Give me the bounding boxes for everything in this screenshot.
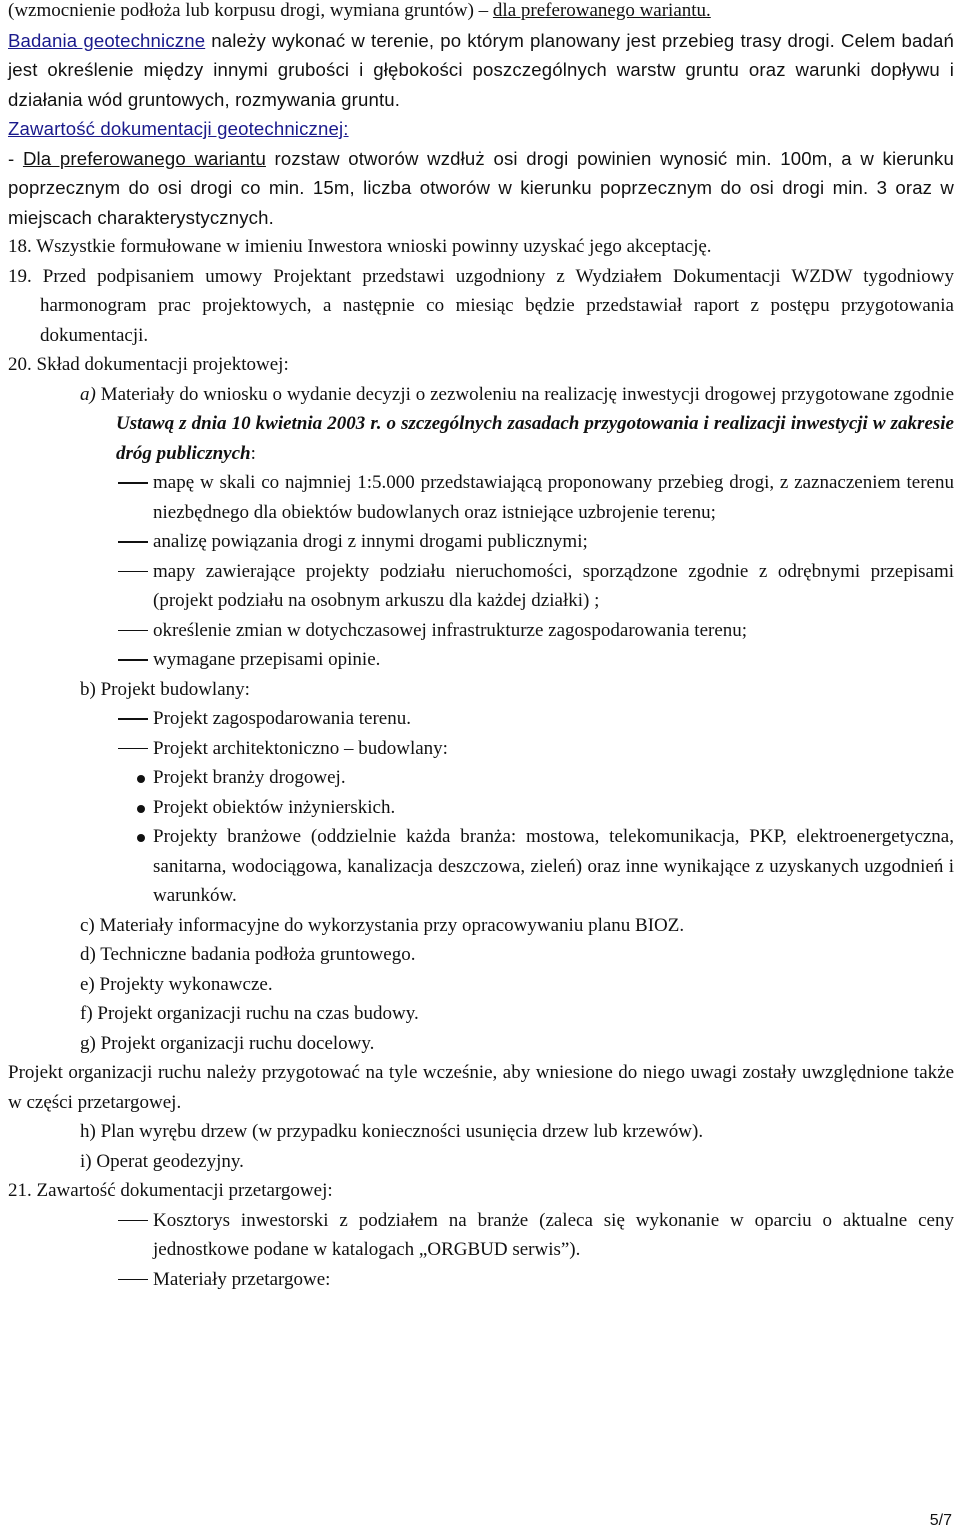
subitem-h <box>8 1117 954 1147</box>
dash-item-map <box>8 468 954 527</box>
item-text: Zawartość dokumentacji przetargowej: <box>36 1180 333 1201</box>
bullet-item-text: Projekt branży drogowej. <box>153 767 346 788</box>
bullet-icon <box>137 775 145 783</box>
bullet-item-text: Projekt obiektów inżynierskich. <box>153 796 396 818</box>
dash-marker <box>118 571 148 573</box>
dash-item-text: analizę powiązania drogi z innymi drogami publicznymi; <box>153 531 588 552</box>
subitem-text: Materiały do wniosku o wydanie decyzji o zezwoleniu na realizację inwestycji drogowej przygotowane zgodnie <box>100 383 955 405</box>
subitem-b <box>8 675 954 705</box>
intro-continuation <box>8 0 954 26</box>
dash-marker <box>118 1220 148 1222</box>
dash-marker <box>118 659 148 661</box>
subitem-text: Projekt organizacji ruchu na czas budowy. <box>97 1003 419 1024</box>
dash-item-text: mapę w skali co najmniej 1:5.000 przedstawiającą proponowany przebieg drogi, z zaznaczeniem terenu niezbędnego dla obiektów budowlanych oraz istniejące uzbrojenie terenu; <box>153 472 954 523</box>
dash-item-maps-division <box>8 557 954 616</box>
subitem-text: Operat geodezyjny. <box>96 1150 244 1172</box>
subitem-label: d) <box>80 944 96 965</box>
dash-prefix: - <box>8 147 23 169</box>
dash-marker <box>118 541 148 543</box>
dash-item-infrastructure <box>8 616 954 646</box>
dash-marker <box>118 748 148 750</box>
dash-item-opinions <box>8 645 954 675</box>
dash-item-text: Materiały przetargowe: <box>153 1268 331 1290</box>
subitem-label: i) <box>80 1150 92 1172</box>
bullet-item-trades <box>8 822 954 911</box>
colon: : <box>250 442 256 464</box>
page-number: 5/7 <box>929 1511 952 1529</box>
subitem-text: Plan wyrębu drzew (w przypadku konieczności usunięcia drzew lub krzewów). <box>100 1121 704 1142</box>
dash-item-architectural <box>8 734 954 764</box>
geotechnical-heading: Badania geotechniczne <box>8 29 206 51</box>
bullet-item-road <box>8 763 954 793</box>
subitem-label: c) <box>80 914 95 936</box>
item-20 <box>8 350 954 380</box>
preferred-variant-paragraph <box>8 144 954 233</box>
law-title: Ustawą z dnia 10 kwietnia 2003 r. o szczególnych zasadach przygotowania i realizacji inwestycji w zakresie dróg publicznych <box>116 413 954 464</box>
bullet-item-text: Projekty branżowe (oddzielnie każda branża: mostowa, telekomunikacja, PKP, elektroenergetyczna, sanitarna, wodociągowa, kanalizacja deszczowa, zieleń) oraz inne wynikające z uzyskanych uzgodnień i warunków. <box>153 826 954 906</box>
dash-item-text: wymagane przepisami opinie. <box>153 649 381 670</box>
subitem-d <box>8 940 954 970</box>
item-number: 18. <box>8 236 32 257</box>
subitem-label: a) <box>80 383 96 405</box>
bullet-item-engineering <box>8 793 954 823</box>
subitem-text: Materiały informacyjne do wykorzystania przy opracowywaniu planu BIOZ. <box>99 914 685 936</box>
subitem-text: Techniczne badania podłoża gruntowego. <box>100 944 416 965</box>
preferred-variant-underlined: Dla preferowanego wariantu <box>22 147 266 169</box>
dash-item-text: określenie zmian w dotychczasowej infrastrukturze zagospodarowania terenu; <box>153 619 748 641</box>
item-number: 20. <box>8 354 32 375</box>
preferred-variant-link: dla preferowanego wariantu. <box>492 0 711 21</box>
subitem-c <box>8 911 954 941</box>
subitem-label: h) <box>80 1121 96 1142</box>
subitem-text: Projekt organizacji ruchu docelowy. <box>100 1032 375 1054</box>
subitem-label: e) <box>80 973 95 995</box>
subitem-a <box>8 380 954 469</box>
dash-marker <box>118 482 148 484</box>
item-text: Przed podpisaniem umowy Projektant przedstawi uzgodniony z Wydziałem Dokumentacji WZDW tygodniowy harmonogram prac projektowych, a następnie co miesiąc będzie przedstawiał raport z postępu przygotowania dokumentacji. <box>40 265 954 346</box>
item-18 <box>8 232 954 262</box>
subitem-i <box>8 1147 954 1177</box>
subitem-label: f) <box>80 1003 93 1024</box>
subitem-g <box>8 1029 954 1059</box>
subitem-f <box>8 999 954 1029</box>
dash-marker <box>118 630 148 632</box>
subitem-label: b) <box>80 678 96 700</box>
item-number: 21. <box>8 1180 32 1201</box>
bullet-icon <box>137 805 145 813</box>
traffic-note: Projekt organizacji ruchu należy przygotować na tyle wcześnie, aby wniesione do niego uwagi zostały uwzględnione także w części przetargowej. <box>8 1062 954 1113</box>
subitem-text: Projekt budowlany: <box>100 678 250 700</box>
dash-item-text: Projekt zagospodarowania terenu. <box>153 708 411 729</box>
dash-item-cost-estimate <box>8 1206 954 1265</box>
subitem-label: g) <box>80 1032 96 1054</box>
geotechnical-docs-heading <box>8 114 954 144</box>
item-19 <box>8 262 954 351</box>
item-21 <box>8 1176 954 1206</box>
dash-item-text: Projekt architektoniczno – budowlany: <box>153 737 448 759</box>
dash-item-land-development <box>8 704 954 734</box>
geotechnical-text: należy wykonać w terenie, po którym planowany jest przebieg trasy drogi. Celem badań jest określenie między innymi grubości i głębokości poszczególnych warstw gruntu oraz warunki dopływu i działania wód gruntowych, rozmywania gruntu. <box>8 29 954 110</box>
item-text: Wszystkie formułowane w imieniu Inwestora wnioski powinny uzyskać jego akceptację. <box>36 236 712 257</box>
dash-item-tender-materials <box>8 1265 954 1295</box>
subitem-e <box>8 970 954 1000</box>
dash-marker <box>118 1279 148 1281</box>
geotechnical-docs-heading-text: Zawartość dokumentacji geotechnicznej: <box>8 118 349 139</box>
dash-marker <box>118 718 148 720</box>
document-page <box>8 0 954 1294</box>
dash-item-text: mapy zawierające projekty podziału nieruchomości, sporządzone zgodnie z odrębnymi przepisami (projekt podziału na osobnym arkuszu dla każdej działki) ; <box>153 560 954 611</box>
geotechnical-paragraph <box>8 26 954 115</box>
bullet-icon <box>137 834 145 842</box>
boreholes-text: rozstaw otworów wzdłuż osi drogi powinien wynosić min. 100m, a w kierunku poprzecznym do osi drogi co min. 15m, liczba otworów w kierunku poprzecznym do osi drogi min. 3 oraz w miejscach charakterystycznych. <box>8 147 954 228</box>
dash-item-text: Kosztorys inwestorski z podziałem na branże (zaleca się wykonanie w oparciu o aktualne ceny jednostkowe podane w katalogach „ORGBUD serwis”). <box>153 1209 954 1260</box>
item-number: 19. <box>8 265 32 287</box>
intro-text: (wzmocnienie podłoża lub korpusu drogi, wymiana gruntów) – <box>8 0 493 21</box>
subitem-text: Projekty wykonawcze. <box>99 973 273 995</box>
item-text: Skład dokumentacji projektowej: <box>36 354 289 375</box>
dash-item-analysis <box>8 527 954 557</box>
